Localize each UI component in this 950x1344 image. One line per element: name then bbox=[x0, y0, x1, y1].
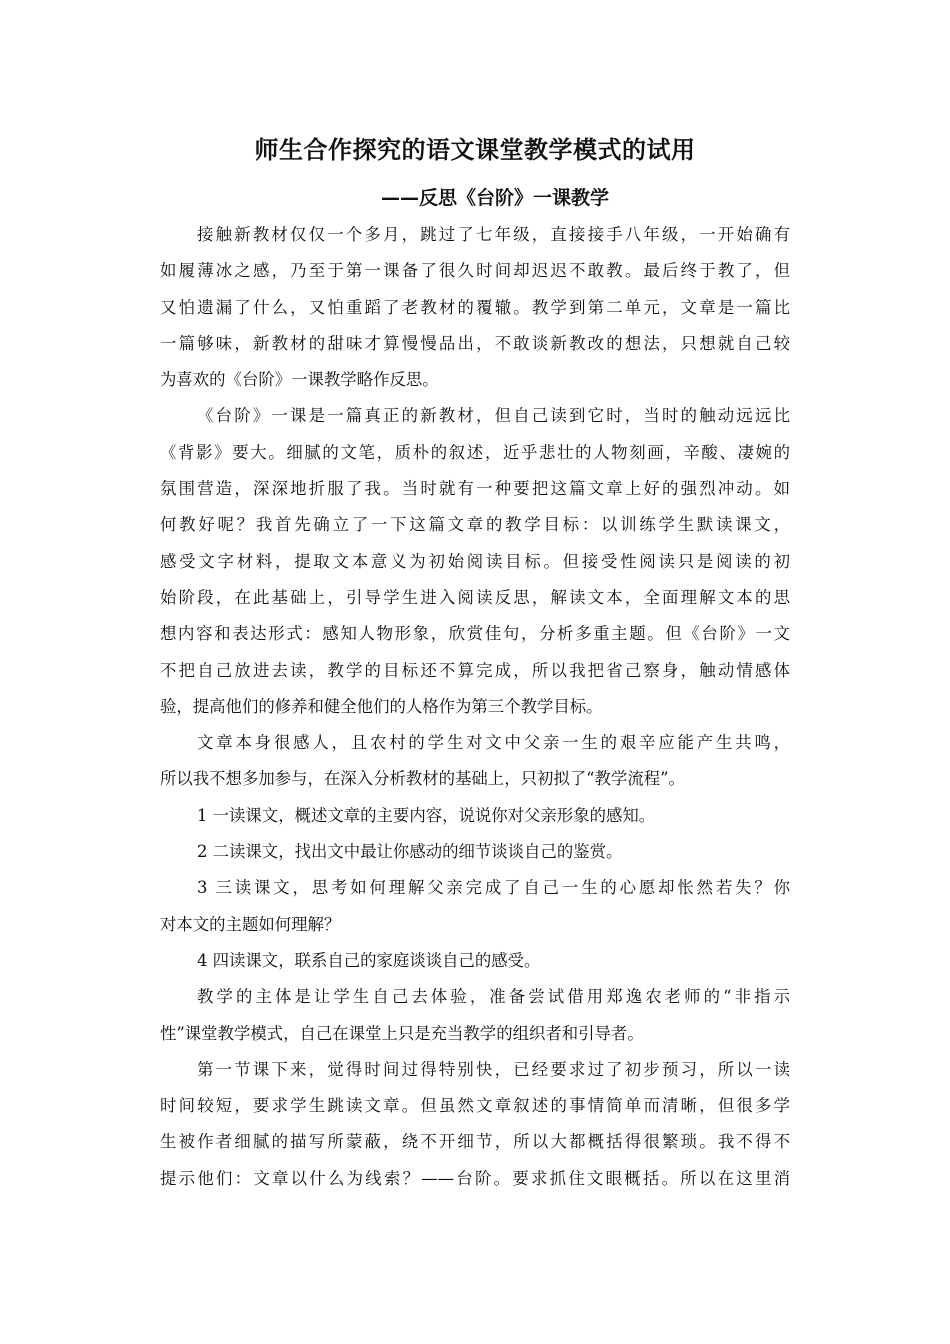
paragraph-line: 2 二读课文，找出文中最让你感动的细节谈谈自己的鉴赏。 bbox=[197, 842, 623, 862]
paragraph-line: 《台阶》一课是一篇真正的新教材，但自己读到它时，当时的触动远远比 bbox=[197, 406, 790, 426]
paragraph-line: 4 四读课文，联系自己的家庭谈谈自己的感受。 bbox=[197, 950, 541, 970]
document-body bbox=[160, 217, 790, 1197]
paragraph-line: 性”课堂教学模式，自己在课堂上只是充当教学的组织者和引导者。 bbox=[160, 1023, 644, 1043]
paragraph bbox=[160, 217, 790, 398]
paragraph-line: 1 一读课文，概述文章的主要内容，说说你对父亲形象的感知。 bbox=[197, 805, 656, 825]
paragraph-line: 接触新教材仅仅一个多月，跳过了七年级，直接接手八年级，一开始确有 bbox=[197, 225, 790, 244]
paragraph-line: 氛围营造，深深地折服了我。当时就有一种要把这篇文章上好的强烈冲动。如 bbox=[160, 479, 790, 499]
paragraph-line: 对本文的主题如何理解？ bbox=[160, 914, 341, 934]
paragraph-line: 不把自己放进去读，教学的目标还不算完成，所以我把省己察身，触动情感体 bbox=[160, 660, 790, 680]
paragraph-line: 验，提高他们的修养和健全他们的人格作为第三个教学目标。 bbox=[160, 696, 603, 716]
paragraph-line: 所以我不想多加参与，在深入分析教材的基础上，只初拟了“教学流程”。 bbox=[160, 769, 685, 789]
paragraph-line: 第一节课下来，觉得时间过得特别快，已经要求过了初步预习，所以一读 bbox=[197, 1059, 790, 1079]
paragraph bbox=[160, 979, 790, 1052]
paragraph-line: 《背影》要大。细腻的文笔，质朴的叙述，近乎悲壮的人物刻画，辛酸、凄婉的 bbox=[160, 442, 790, 462]
document-subtitle: ——反思《台阶》一课教学 bbox=[380, 187, 609, 209]
paragraph-line: 提示他们：文章以什么为线索？——台阶。要求抓住文眼概括。所以在这里消 bbox=[160, 1168, 790, 1188]
paragraph bbox=[160, 398, 790, 725]
paragraph-line: 感受文字材料，提取文本意义为初始阅读目标。但接受性阅读只是阅读的初 bbox=[160, 551, 790, 571]
paragraph-line: 一篇够味，新教材的甜味才算慢慢品出，不敢谈新教改的想法，只想就自己较 bbox=[160, 333, 790, 353]
paragraph-line: 又怕遗漏了什么，又怕重蹈了老教材的覆辙。教学到第二单元，文章是一篇比 bbox=[160, 297, 790, 317]
paragraph-line: 想内容和表达形式：感知人物形象，欣赏佳句，分析多重主题。但《台阶》一文 bbox=[160, 624, 790, 644]
paragraph-line: 教学的主体是让学生自己去体验，准备尝试借用郑逸农老师的“非指示 bbox=[197, 987, 790, 1007]
paragraph bbox=[160, 943, 790, 979]
paragraph-line: 何教好呢？我首先确立了一下这篇文章的教学目标：以训练学生默读课文， bbox=[160, 515, 790, 535]
paragraph-line: 文章本身很感人，且农村的学生对文中父亲一生的艰辛应能产生共鸣， bbox=[197, 733, 790, 753]
paragraph-line: 生被作者细腻的描写所蒙蔽，绕不开细节，所以大都概括得很繁琐。我不得不 bbox=[160, 1132, 790, 1152]
document-title: 师生合作探究的语文课堂教学模式的试用 bbox=[254, 136, 696, 164]
paragraph bbox=[160, 798, 790, 834]
paragraph bbox=[160, 1052, 790, 1197]
paragraph bbox=[160, 725, 790, 798]
paragraph-line: 为喜欢的《台阶》一课教学略作反思。 bbox=[160, 370, 439, 390]
paragraph-line: 3 三读课文，思考如何理解父亲完成了自己一生的心愿却怅然若失？你 bbox=[197, 878, 790, 898]
paragraph bbox=[160, 834, 790, 870]
paragraph bbox=[160, 870, 790, 943]
paragraph-line: 如履薄冰之感，乃至于第一课备了很久时间却迟迟不敢教。最后终于教了，但 bbox=[160, 261, 790, 281]
paragraph-line: 始阶段，在此基础上，引导学生进入阅读反思，解读文本，全面理解文本的思 bbox=[160, 587, 790, 607]
paragraph-line: 时间较短，要求学生跳读文章。但虽然文章叙述的事情简单而清晰，但很多学 bbox=[160, 1096, 790, 1116]
